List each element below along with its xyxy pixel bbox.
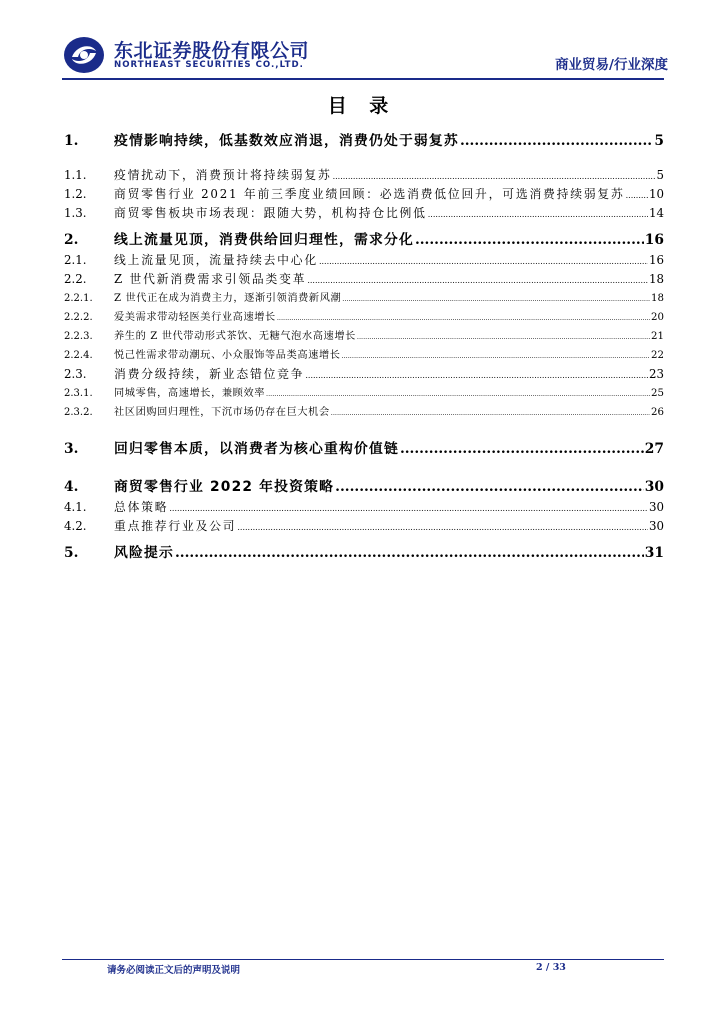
toc-entry-page: 26: [651, 407, 664, 418]
toc-leader-dots: [626, 186, 648, 205]
toc-leader-dots: [342, 347, 650, 366]
toc-entry-1-1[interactable]: [64, 166, 664, 185]
toc-entry-page: 14: [648, 206, 664, 220]
toc-entry-number: 2.2.: [64, 272, 87, 286]
toc-entry-page: 21: [651, 331, 664, 342]
toc-entry-page: 25: [651, 388, 664, 399]
toc-leader-dots: [428, 205, 648, 224]
toc-leader-dots: [331, 404, 650, 423]
toc-leader-dots: [342, 290, 650, 309]
toc-entry-number: 1.3.: [64, 206, 87, 220]
toc-entry-title: 商贸零售行业 2022 年投资策略: [114, 479, 335, 495]
toc-entry-page: 5: [654, 133, 664, 149]
toc-entry-page: 23: [648, 367, 664, 381]
toc-entry-2-3[interactable]: [64, 365, 664, 384]
toc-leader-dots: [319, 252, 648, 271]
toc-entry-title: 疫情扰动下，消费预计将持续弱复苏: [114, 168, 332, 182]
toc-entry-number: 2.2.1.: [64, 293, 93, 304]
toc-entry-number: 4.: [64, 479, 79, 495]
toc-entry-title: 疫情影响持续，低基数效应消退，消费仍处于弱复苏: [114, 133, 459, 149]
toc-entry-number: 5.: [64, 545, 79, 561]
header-divider: [62, 78, 664, 80]
company-logo-icon: [62, 35, 106, 75]
toc-entry-title: 爱美需求带动轻医美行业高速增长: [114, 312, 276, 323]
toc-entry-title: 线上流量见顶，流量持续去中心化: [114, 253, 318, 267]
toc-entry-5[interactable]: [64, 542, 664, 564]
toc-entry-page: 18: [648, 272, 664, 286]
toc-title: 目 录: [327, 95, 397, 117]
toc-entry-page: 31: [644, 545, 664, 561]
toc-entry-title: 消费分级持续，新业态错位竞争: [114, 367, 305, 381]
company-name-en: NORTHEAST SECURITIES CO.,LTD.: [114, 60, 304, 70]
toc-entry-page: 16: [648, 253, 664, 267]
toc-entry-2-1[interactable]: [64, 251, 664, 270]
toc-entry-title: 悦己性需求带动潮玩、小众服饰等品类高速增长: [114, 350, 341, 361]
page-header: [0, 0, 724, 80]
toc-entry-4-2[interactable]: [64, 517, 664, 536]
toc-entry-number: 2.: [64, 232, 79, 248]
toc-entry-2[interactable]: [64, 229, 664, 251]
toc-entry-2-2-3[interactable]: [64, 327, 664, 346]
toc-entry-title: Z 世代新消费需求引领品类变革: [114, 272, 307, 286]
toc-entry-title: 风险提示: [114, 545, 174, 561]
toc-entry-title: 社区团购回归理性，下沉市场仍存在巨大机会: [114, 407, 330, 418]
toc-entry-page: 30: [644, 479, 664, 495]
toc-entry-page: 30: [648, 519, 664, 533]
toc-entry-number: 2.1.: [64, 253, 87, 267]
toc-leader-dots: [237, 518, 648, 537]
toc-leader-dots: [305, 366, 648, 385]
toc-entry-2-2-4[interactable]: [64, 346, 664, 365]
toc-entry-4-1[interactable]: [64, 498, 664, 517]
toc-entry-title: 商贸零售行业 2021 年前三季度业绩回顾：必选消费低位回升，可选消费持续弱复苏: [114, 187, 625, 201]
toc-entry-1-3[interactable]: [64, 204, 664, 223]
toc-entry-title: 商贸零售板块市场表现：跟随大势，机构持仓比例低: [114, 206, 427, 220]
toc-entry-number: 1.2.: [64, 187, 87, 201]
toc-leader-dots: [307, 271, 648, 290]
toc-leader-dots: [335, 476, 644, 498]
toc-leader-dots: [277, 309, 650, 328]
toc-entry-4[interactable]: [64, 476, 664, 498]
toc-entry-number: 2.3.: [64, 367, 87, 381]
toc-leader-dots: [175, 542, 644, 564]
page-number: 2 / 33: [536, 962, 566, 973]
toc-entry-page: 22: [651, 350, 664, 361]
report-type: 商业贸易/行业深度: [555, 57, 668, 73]
toc-entry-number: 2.3.1.: [64, 388, 93, 399]
toc-entry-number: 4.2.: [64, 519, 87, 533]
toc-entry-title: 养生的 Z 世代带动形式茶饮、无糖气泡水高速增长: [114, 331, 356, 342]
toc-entry-3[interactable]: [64, 438, 664, 460]
toc-entry-number: 2.3.2.: [64, 407, 93, 418]
toc-leader-dots: [169, 499, 648, 518]
toc-entry-number: 1.1.: [64, 168, 87, 182]
toc-entry-2-2[interactable]: [64, 270, 664, 289]
toc-entry-number: 2.2.4.: [64, 350, 93, 361]
toc-entry-page: 30: [648, 500, 664, 514]
toc-entry-2-2-2[interactable]: [64, 308, 664, 327]
toc-entry-title: 重点推荐行业及公司: [114, 519, 237, 533]
toc-entry-title: 回归零售本质，以消费者为核心重构价值链: [114, 441, 399, 457]
toc-entry-number: 3.: [64, 441, 79, 457]
toc-entry-number: 2.2.3.: [64, 331, 93, 342]
toc-entry-1-2[interactable]: [64, 185, 664, 204]
toc-leader-dots: [266, 385, 650, 404]
toc-entry-page: 16: [644, 232, 664, 248]
company-name-cn: 东北证券股份有限公司: [114, 40, 310, 62]
footer-divider: [62, 959, 664, 960]
toc-entry-2-3-2[interactable]: [64, 403, 664, 422]
toc-leader-dots: [400, 438, 644, 460]
toc-entry-page: 27: [644, 441, 664, 457]
toc-entry-number: 2.2.2.: [64, 312, 93, 323]
footer-disclaimer: 请务必阅读正文后的声明及说明: [107, 965, 241, 976]
toc-leader-dots: [415, 229, 644, 251]
toc-entry-page: 18: [651, 293, 664, 304]
toc-entry-page: 10: [648, 187, 664, 201]
toc-entry-title: 总体策略: [114, 500, 169, 514]
toc-leader-dots: [333, 167, 656, 186]
toc-entry-number: 4.1.: [64, 500, 87, 514]
toc-entry-title: Z 世代正在成为消费主力，逐渐引领消费新风潮: [114, 293, 342, 304]
toc-entry-title: 线上流量见顶，消费供给回归理性，需求分化: [114, 232, 414, 248]
toc-entry-number: 1.: [64, 133, 79, 149]
toc-entry-page: 5: [656, 168, 664, 182]
toc-entry-1[interactable]: [64, 130, 664, 152]
toc-entry-2-3-1[interactable]: [64, 384, 664, 403]
table-of-contents: [64, 130, 664, 564]
toc-entry-title: 同城零售，高速增长，兼顾效率: [114, 388, 266, 399]
toc-leader-dots: [357, 328, 650, 347]
toc-entry-2-2-1[interactable]: [64, 289, 664, 308]
toc-leader-dots: [460, 130, 653, 152]
toc-entry-page: 20: [651, 312, 664, 323]
